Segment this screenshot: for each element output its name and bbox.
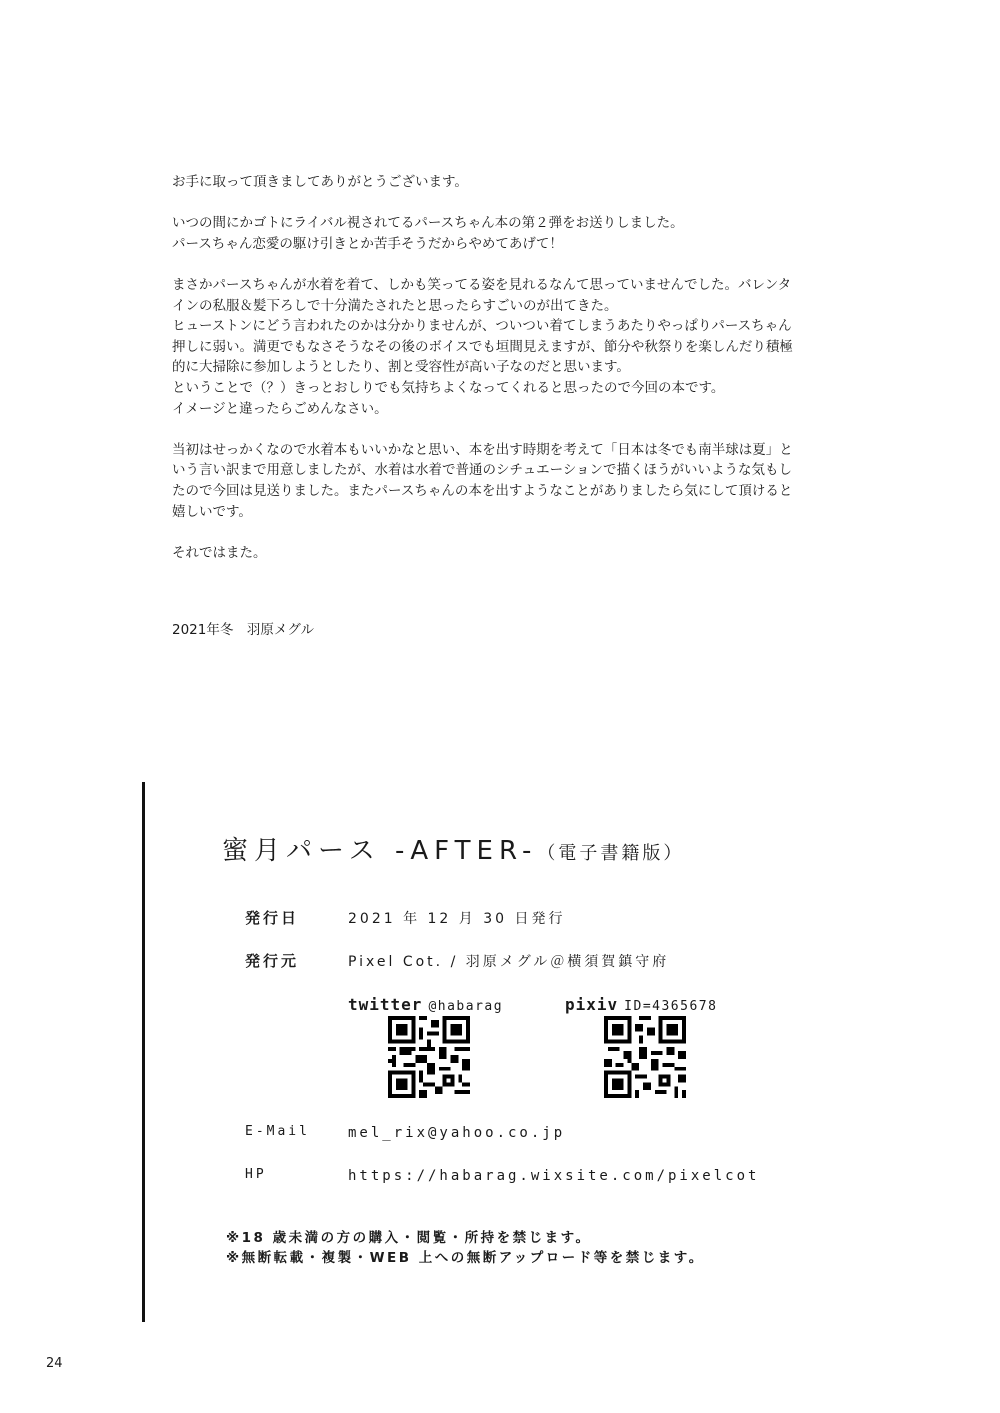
afterword-line: 嬉しいです。	[172, 503, 252, 520]
pixiv-qr-code[interactable]	[604, 1016, 686, 1098]
pixiv-label: pixiv	[565, 995, 619, 1014]
pixiv-block	[565, 995, 717, 1014]
afterword-line: まさかパースちゃんが水着を着て、しかも笑ってる姿を見れるなんて思っていませんでした。バレンタ	[172, 276, 792, 293]
afterword-line: パースちゃん恋愛の駆け引きとか苦手そうだからやめてあげて！	[172, 235, 563, 252]
afterword-line: イメージと違ったらごめんなさい。	[172, 400, 388, 417]
afterword-line: 当初はせっかくなので水着本もいいかなと思い、本を出す時期を考えて「日本は冬でも南半球は夏」と	[172, 441, 793, 458]
afterword-line: ということで（？）きっとおしりでも気持ちよくなってくれると思ったので今回の本です。	[172, 379, 725, 396]
afterword-line: それではまた。	[172, 544, 267, 561]
issue-date-label: 発行日	[245, 909, 300, 927]
afterword-line: いう言い訳まで用意しましたが、水着は水着で普通のシチュエーションで描くほうがいいような気もし	[172, 462, 793, 479]
book-title	[222, 830, 684, 867]
afterword-paragraph	[172, 543, 852, 564]
pixiv-id[interactable]: ID=4365678	[624, 999, 718, 1014]
afterword-paragraph	[172, 275, 852, 419]
signature: 2021年冬 羽原メグル	[172, 622, 314, 638]
colophon-divider	[142, 782, 145, 1322]
twitter-qr-code[interactable]	[388, 1016, 470, 1098]
twitter-label: twitter	[348, 995, 423, 1014]
issue-date: 2021 年 12 月 30 日発行	[348, 911, 566, 927]
afterword-paragraph	[172, 440, 852, 522]
afterword-line: インの私服＆髪下ろしで十分満たされたと思ったらすごいのが出てきた。	[172, 297, 618, 314]
publisher: Pixel Cot. / 羽原メグル＠横須賀鎮守府	[348, 954, 670, 970]
afterword-line: お手に取って頂きましてありがとうございます。	[172, 174, 468, 190]
afterword-line: いつの間にかゴトにライバル視されてるパースちゃん本の第２弾をお送りしました。	[172, 215, 684, 232]
publisher-label: 発行元	[245, 952, 300, 970]
afterword-line: 的に大掃除に参加しようとしたり、割と受容性が高い子なのだと思います。	[172, 359, 630, 376]
twitter-block	[348, 995, 503, 1014]
email-label: E-Mail	[245, 1124, 310, 1139]
afterword-paragraph	[172, 172, 852, 193]
legal-notes	[226, 1228, 705, 1268]
book-title-main: 蜜月パース -AFTER-	[222, 836, 538, 866]
afterword-line: たので今回は見送りました。またパースちゃんの本を出すようなことがありましたら気にして頂けると	[172, 482, 793, 499]
book-title-edition: （電子書籍版）	[537, 843, 685, 864]
afterword-text	[172, 172, 852, 584]
email-address[interactable]: mel_rix@yahoo.co.jp	[348, 1125, 566, 1141]
afterword-paragraph	[172, 213, 852, 254]
page-number: 24	[46, 1356, 63, 1371]
homepage-url[interactable]: https://habarag.wixsite.com/pixelcot	[348, 1168, 760, 1184]
homepage-label: HP	[245, 1167, 267, 1182]
age-restriction-note: ※18 歳未満の方の購入・閲覧・所持を禁じます。	[226, 1230, 592, 1246]
afterword-line: ヒューストンにどう言われたのかは分かりませんが、ついつい着てしまうあたりやっぱりパースちゃん	[172, 318, 792, 335]
twitter-handle[interactable]: @habarag	[428, 999, 504, 1014]
reproduction-note: ※無断転載・複製・WEB 上への無断アップロード等を禁じます。	[226, 1250, 705, 1266]
afterword-line: 押しに弱い。満更でもなさそうなその後のボイスでも垣間見えますが、節分や秋祭りを楽しんだり積極	[172, 338, 793, 355]
